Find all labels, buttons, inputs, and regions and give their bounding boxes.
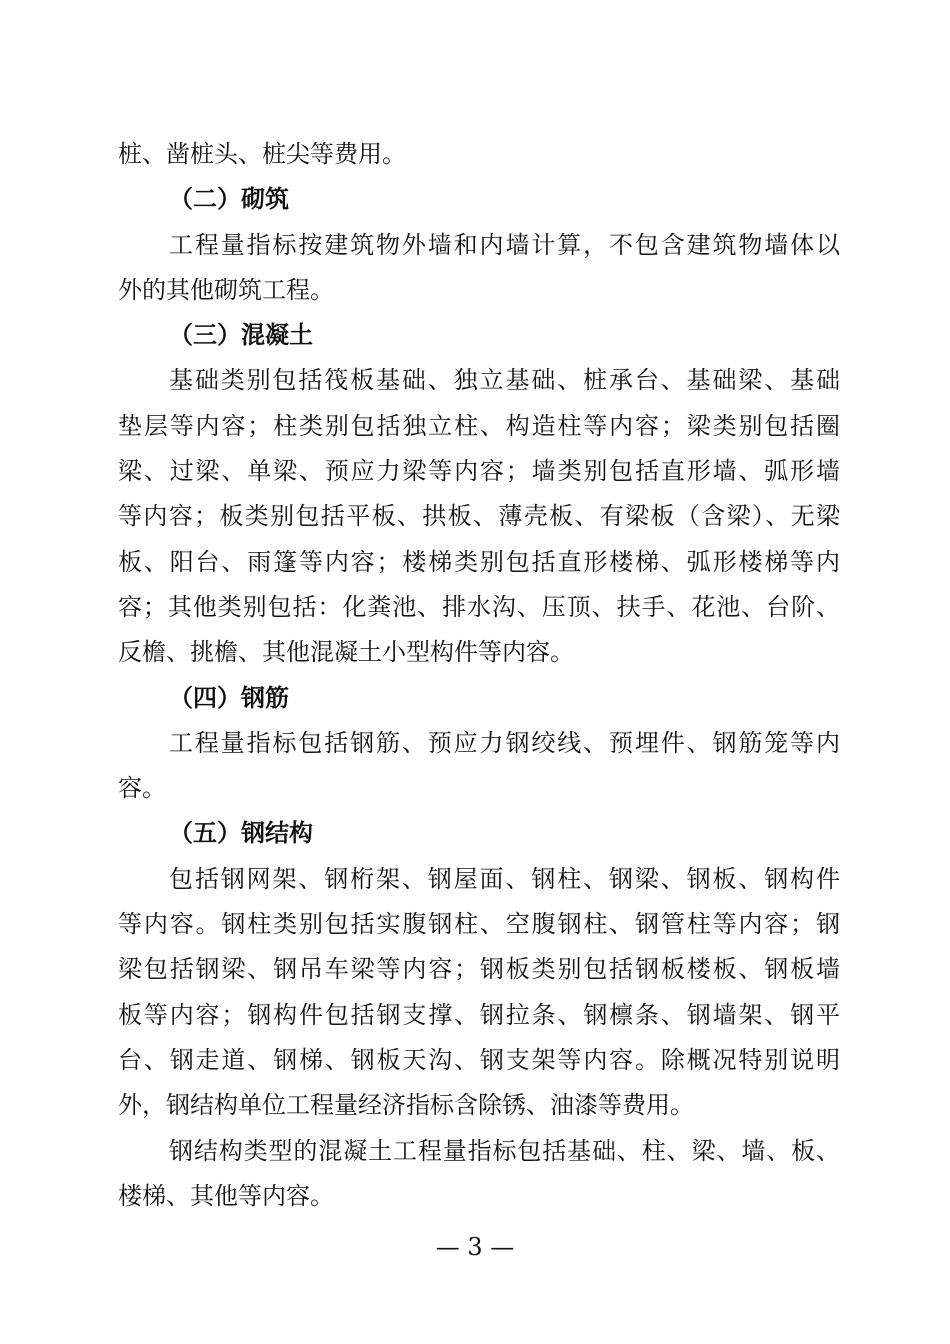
text-line: 台、钢走道、钢梯、钢板天沟、钢支架等内容。除概况特别说明 — [118, 1045, 840, 1074]
paragraph — [118, 1129, 840, 1220]
text-line: 桩、凿桩头、桩尖等费用。 — [118, 140, 406, 168]
section-heading — [118, 177, 840, 222]
text-line: 工程量指标按建筑物外墙和内墙计算，不包含建筑物墙体以 — [169, 230, 840, 259]
page-number: — 3 — — [435, 1233, 515, 1261]
text-line: 等内容；板类别包括平板、拱板、薄壳板、有梁板（含梁）、无梁 — [118, 502, 840, 531]
text-line: 垫层等内容；柱类别包括独立柱、构造柱等内容；梁类别包括圈 — [118, 411, 840, 440]
paragraph — [118, 358, 840, 675]
text-line: 工程量指标包括钢筋、预应力钢绞线、预埋件、钢筋笼等内 — [169, 728, 840, 757]
document-body — [118, 132, 840, 1219]
text-line: 梁、过梁、单梁、预应力梁等内容；墙类别包括直形墙、弧形墙 — [118, 457, 840, 486]
text-line: 板、阳台、雨篷等内容；楼梯类别包括直形楼梯、弧形楼梯等内 — [118, 547, 840, 576]
text-line: 基础类别包括筏板基础、独立基础、桩承台、基础梁、基础 — [169, 366, 840, 395]
paragraph — [118, 223, 840, 314]
paragraph — [118, 857, 840, 1129]
text-line: 钢结构类型的混凝土工程量指标包括基础、柱、梁、墙、板、 — [169, 1136, 840, 1165]
heading-steel-structure: （五）钢结构 — [169, 819, 313, 848]
text-line: 容；其他类别包括：化粪池、排水沟、压顶、扶手、花池、台阶、 — [118, 592, 840, 621]
heading-concrete: （三）混凝土 — [169, 321, 313, 350]
text-line: 外，钢结构单位工程量经济指标含除锈、油漆等费用。 — [118, 1091, 694, 1120]
text-line: 等内容。钢柱类别包括实腹钢柱、空腹钢柱、钢管柱等内容；钢 — [118, 910, 840, 939]
heading-rebar: （四）钢筋 — [169, 683, 289, 712]
text-line: 外的其他砌筑工程。 — [118, 275, 334, 304]
paragraph — [118, 721, 840, 812]
text-line: 容。 — [118, 774, 166, 803]
section-heading — [118, 313, 840, 358]
text-line: 梁包括钢梁、钢吊车梁等内容；钢板类别包括钢板楼板、钢板墙 — [118, 955, 840, 984]
text-line: 包括钢网架、钢桁架、钢屋面、钢柱、钢梁、钢板、钢构件 — [169, 864, 840, 893]
text-line: 楼梯、其他等内容。 — [118, 1181, 334, 1210]
paragraph — [118, 132, 840, 177]
heading-masonry: （二）砌筑 — [169, 185, 289, 214]
text-line: 板等内容；钢构件包括钢支撑、钢拉条、钢檩条、钢墙架、钢平 — [118, 1000, 840, 1029]
text-line: 反檐、挑檐、其他混凝土小型构件等内容。 — [118, 638, 574, 667]
section-heading — [118, 811, 840, 856]
section-heading — [118, 676, 840, 721]
